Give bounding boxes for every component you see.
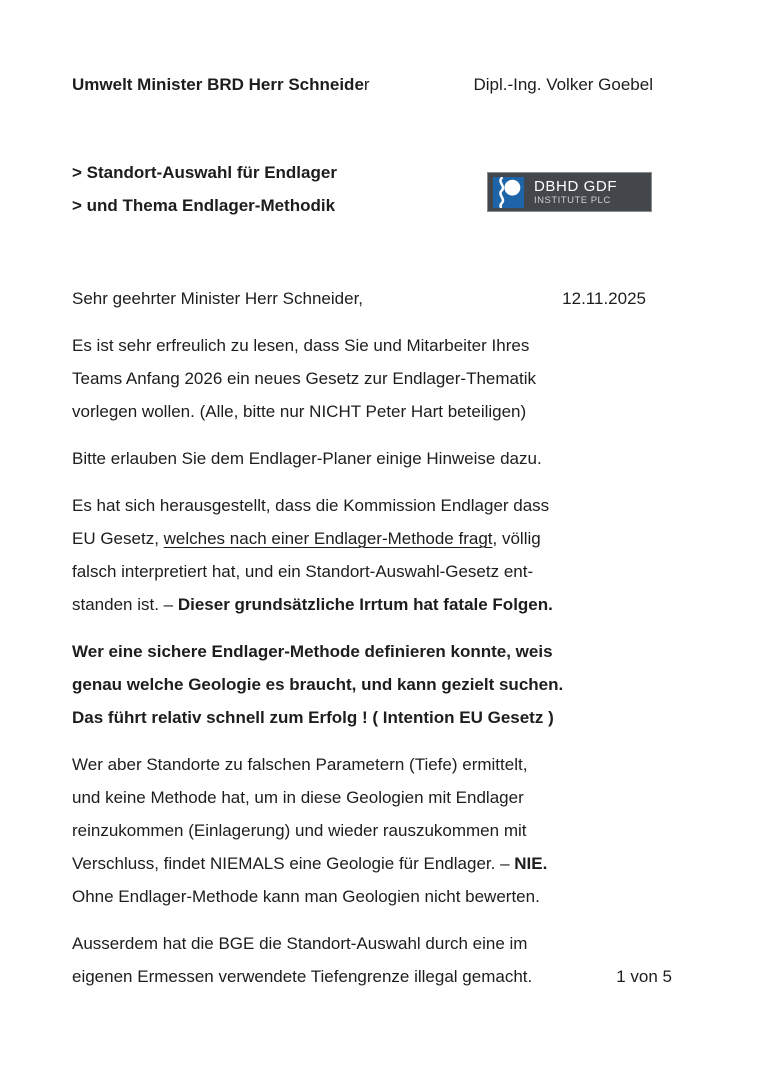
subject-block <box>72 156 337 222</box>
paragraph-5-line-1: Wer aber Standorte zu falschen Parametern (Tiefe) ermittelt, <box>72 755 528 774</box>
recipient-name <box>72 73 370 97</box>
logo-subtitle: INSTITUTE PLC <box>534 194 611 206</box>
dbhd-gdf-logo <box>487 172 652 212</box>
header <box>72 73 672 97</box>
paragraph-5-line-5: Ohne Endlager-Methode kann man Geologien nicht bewerten. <box>72 887 540 906</box>
recipient-name-bold: Umwelt Minister BRD Herr Schneide <box>72 75 364 94</box>
salutation: Sehr geehrter Minister Herr Schneider, <box>72 289 364 308</box>
paragraph-1 <box>72 329 672 428</box>
letter-body <box>72 282 672 1007</box>
paragraph-2 <box>72 442 672 475</box>
paragraph-5-run: Verschluss, findet NIEMALS eine Geologie für Endlager. – <box>72 854 515 873</box>
paragraph-2-line-1: Bitte erlauben Sie dem Endlager-Planer einige Hinweise dazu. <box>72 449 542 468</box>
paragraph-4-line-2: genau welche Geologie es braucht, und kann gezielt suchen. <box>72 675 564 694</box>
paragraph-3-run: EU Gesetz, <box>72 529 164 548</box>
paragraph-5-line-2: und keine Methode hat, um in diese Geologien mit Endlager <box>72 788 524 807</box>
paragraph-1-line-1: Es ist sehr erfreulich zu lesen, dass Sie und Mitarbeiter Ihres <box>72 336 530 355</box>
page-number: 1 von 5 <box>616 967 672 986</box>
paragraph-3-run: , völlig <box>492 529 541 548</box>
subject-line-2: > und Thema Endlager-Methodik <box>72 196 336 215</box>
paragraph-4-line-3: Das führt relativ schnell zum Erfolg ! ( Intention EU Gesetz ) <box>72 708 554 727</box>
salutation-row <box>72 282 672 315</box>
paragraph-5-line-4 <box>72 847 672 880</box>
paragraph-1-line-2: Teams Anfang 2026 ein neues Gesetz zur Endlager-Thematik <box>72 369 536 388</box>
paragraph-1-line-3: vorlegen wollen. (Alle, bitte nur NICHT Peter Hart beteiligen) <box>72 402 527 421</box>
paragraph-5-bold-run: NIE. <box>514 854 548 873</box>
author-name: Dipl.-Ing. Volker Goebel <box>473 75 653 94</box>
paragraph-5 <box>72 748 672 913</box>
paragraph-3-line-2 <box>72 522 672 555</box>
paragraph-6-line-1: Ausserdem hat die BGE die Standort-Auswahl durch eine im <box>72 934 528 953</box>
paragraph-4-line-1: Wer eine sichere Endlager-Methode definieren konnte, weis <box>72 642 553 661</box>
letter-date: 12.11.2025 <box>562 289 646 308</box>
paragraph-3-line-1: Es hat sich herausgestellt, dass die Kommission Endlager dass <box>72 496 550 515</box>
paragraph-3-line-3: falsch interpretiert hat, und ein Standort-Auswahl-Gesetz ent- <box>72 562 534 581</box>
paragraph-6-line-2: eigenen Ermessen verwendete Tiefengrenze illegal gemacht. <box>72 967 533 986</box>
subject-line-1: > Standort-Auswahl für Endlager <box>72 163 337 182</box>
paragraph-3-run: standen ist. – <box>72 595 178 614</box>
paragraph-3-line-4 <box>72 588 672 621</box>
paragraph-3-bold-run: Dieser grundsätzliche Irrtum hat fatale Folgen. <box>177 595 553 614</box>
dbhd-logo-icon <box>493 177 524 208</box>
paragraph-6 <box>72 927 672 993</box>
paragraph-4 <box>72 635 672 734</box>
logo-text <box>534 179 617 206</box>
paragraph-3-underlined-run: welches nach einer Endlager-Methode fragt <box>163 529 493 548</box>
paragraph-6-line-2-row <box>72 960 672 993</box>
recipient-name-tail: r <box>363 75 370 94</box>
logo-title: DBHD GDF <box>534 177 618 195</box>
paragraph-3 <box>72 489 672 621</box>
paragraph-5-line-3: reinzukommen (Einlagerung) und wieder rauszukommen mit <box>72 821 527 840</box>
